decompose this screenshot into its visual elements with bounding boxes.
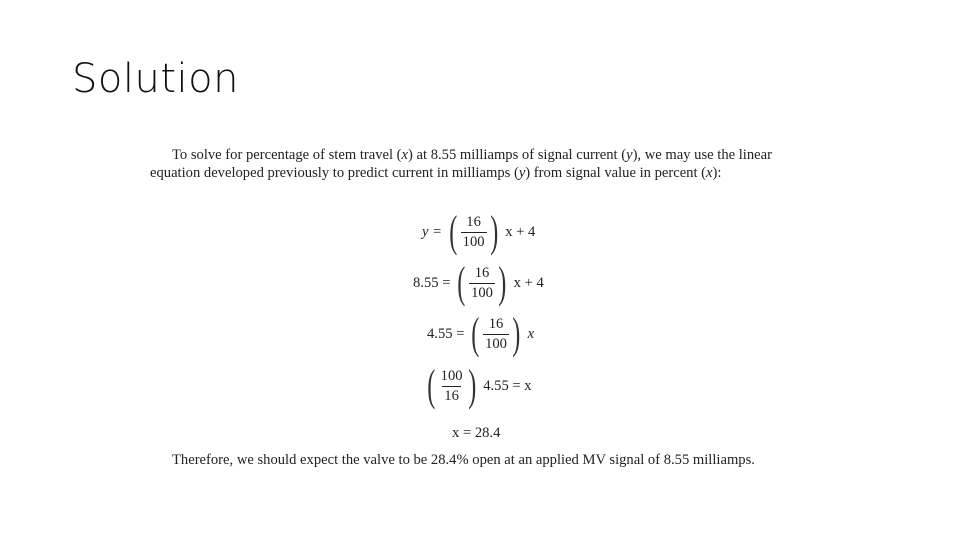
right-paren-icon: ) — [467, 361, 476, 410]
slide-title: Solution — [72, 56, 239, 102]
var-y: y — [518, 165, 526, 181]
fraction-denominator: 100 — [485, 335, 507, 352]
fraction — [439, 368, 465, 405]
fraction-denominator: 100 — [471, 284, 493, 301]
fraction-denominator: 16 — [444, 387, 459, 404]
fraction-denominator: 100 — [462, 233, 485, 250]
fraction — [461, 214, 487, 251]
equation-lhs: 4.55 = — [427, 325, 465, 342]
right-paren-icon: ) — [512, 309, 521, 358]
intro-text-5: ): — [712, 165, 722, 181]
result-text: x = 28.4 — [452, 425, 501, 441]
left-paren-icon: ( — [449, 207, 458, 256]
fraction — [469, 265, 495, 302]
intro-text-4: ) from signal value in percent ( — [525, 165, 707, 181]
var-x: x — [401, 147, 409, 163]
right-paren-icon: ) — [489, 207, 498, 256]
conclusion-paragraph: Therefore, we should expect the valve to be 28.4% open at an applied MV signal of 8.55 milliamps. — [172, 452, 755, 468]
equation-1 — [422, 207, 536, 256]
fraction-numerator: 16 — [488, 315, 504, 332]
equation-2 — [413, 258, 544, 307]
var-x: x — [706, 165, 713, 181]
equation-rhs: x — [527, 325, 535, 342]
intro-text-3: ), we may use the linear equation developed previously to predict current in milliamps ( — [150, 147, 772, 181]
equation-rhs: x + 4 — [505, 223, 536, 240]
intro-paragraph — [150, 146, 818, 182]
var-y: y — [626, 147, 633, 163]
equation-result — [452, 425, 500, 442]
equation-3 — [427, 309, 535, 358]
right-paren-icon: ) — [498, 258, 507, 307]
fraction-numerator: 16 — [466, 213, 481, 230]
intro-text-1: To solve for percentage of stem travel ( — [172, 147, 402, 163]
intro-text-2: ) at 8.55 milliamps of signal current ( — [408, 147, 627, 163]
left-paren-icon: ( — [427, 361, 436, 410]
equation-4 — [424, 361, 532, 410]
fraction-numerator: 100 — [440, 367, 463, 384]
left-paren-icon: ( — [457, 258, 466, 307]
equation-rhs: x + 4 — [513, 274, 544, 291]
left-paren-icon: ( — [471, 309, 480, 358]
equation-lhs: y = — [422, 223, 442, 240]
fraction — [483, 316, 509, 353]
equation-rhs: 4.55 = x — [483, 377, 532, 394]
fraction-numerator: 16 — [474, 264, 490, 281]
equation-lhs: 8.55 = — [413, 274, 451, 291]
